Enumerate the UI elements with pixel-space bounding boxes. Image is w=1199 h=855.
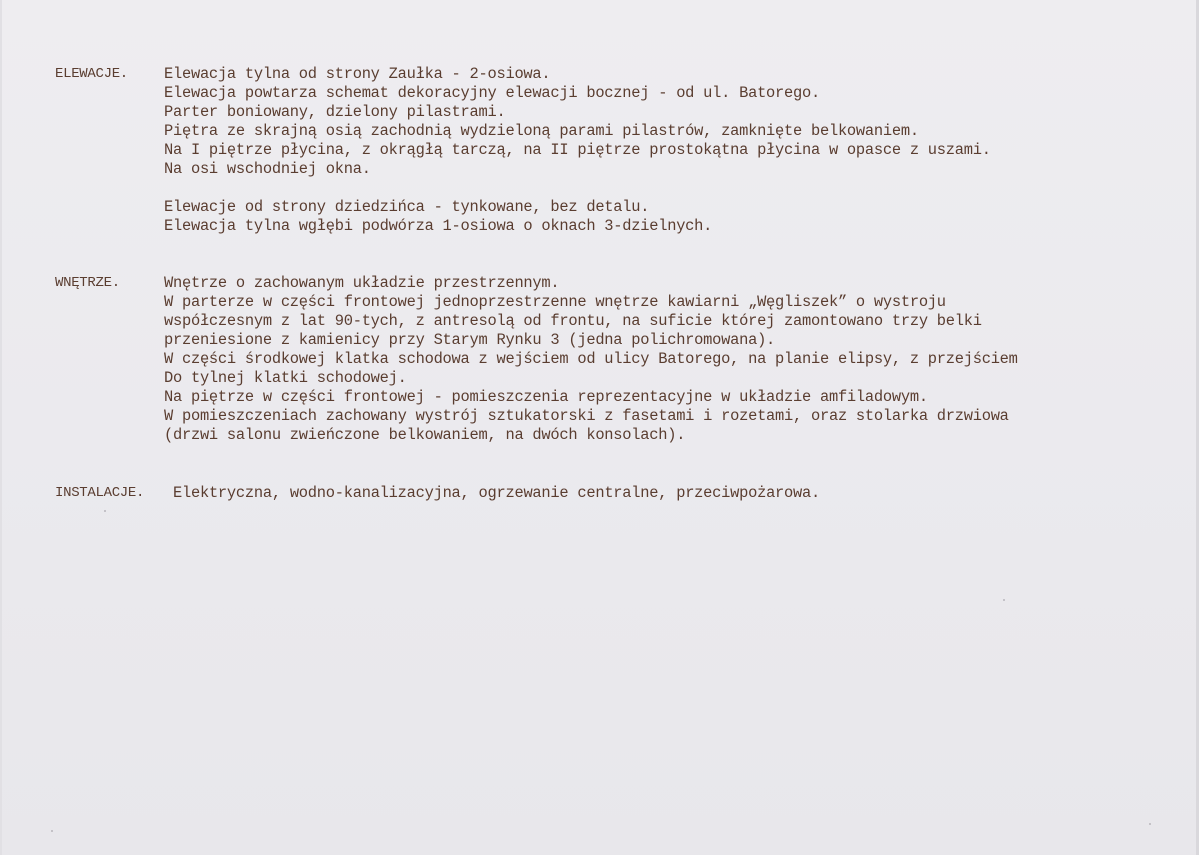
elewacje-line: Na I piętrze płycina, z okrągłą tarczą, na II piętrze prostokątna płycina w opasce z uszami. — [164, 141, 991, 159]
elewacje-line: Na osi wschodniej okna. — [164, 160, 371, 178]
paper-speck — [51, 830, 53, 832]
wnetrze-line: W części środkowej klatka schodowa z wejściem od ulicy Batorego, na planie elipsy, z przejściem — [164, 350, 1018, 368]
section-label-instalacje: INSTALACJE. — [55, 485, 145, 501]
instalacje-text: Elektryczna, wodno-kanalizacyjna, ogrzewanie centralne, przeciwpożarowa. — [173, 484, 820, 502]
wnetrze-line: Do tylnej klatki schodowej. — [164, 369, 407, 387]
elewacje-line: Parter boniowany, dzielony pilastrami. — [164, 103, 506, 121]
wnetrze-line: (drzwi salonu zwieńczone belkowaniem, na dwóch konsolach). — [164, 426, 686, 444]
wnetrze-line: Wnętrze o zachowanym układzie przestrzennym. — [164, 274, 560, 292]
section-label-elewacje: ELEWACJE. — [55, 66, 128, 82]
wnetrze-line: przeniesione z kamienicy przy Starym Rynku 3 (jedna polichromowana). — [164, 331, 776, 349]
wnetrze-line: W pomieszczeniach zachowany wystrój sztukatorski z fasetami i rozetami, oraz stolarka drzwiowa — [164, 407, 1009, 425]
elewacje-line: Elewacja tylna wgłębi podwórza 1-osiowa o oknach 3-dzielnych. — [164, 217, 713, 235]
elewacje-line: Piętra ze skrajną osią zachodnią wydzieloną parami pilastrów, zamknięte belkowaniem. — [164, 122, 919, 140]
elewacje-line: Elewacja powtarza schemat dekoracyjny elewacji bocznej - od ul. Batorego. — [164, 84, 820, 102]
wnetrze-line: W parterze w części frontowej jednoprzestrzenne wnętrze kawiarni „Węgliszek” o wystroju — [164, 293, 946, 311]
paper-speck — [1003, 599, 1005, 601]
section-label-wnetrze: WNĘTRZE. — [55, 275, 120, 291]
paper-speck — [1149, 823, 1151, 825]
wnetrze-line: Na piętrze w części frontowej - pomieszczenia reprezentacyjne w układzie amfiladowym. — [164, 388, 928, 406]
page-edge-left — [0, 0, 2, 855]
elewacje-line: Elewacja tylna od strony Zaułka - 2-osiowa. — [164, 65, 551, 83]
paper-speck — [104, 510, 106, 512]
elewacje-line: Elewacje od strony dziedzińca - tynkowane, bez detalu. — [164, 198, 650, 216]
wnetrze-line: współczesnym z lat 90-tych, z antresolą od frontu, na suficie której zamontowano trzy belki — [164, 312, 982, 330]
